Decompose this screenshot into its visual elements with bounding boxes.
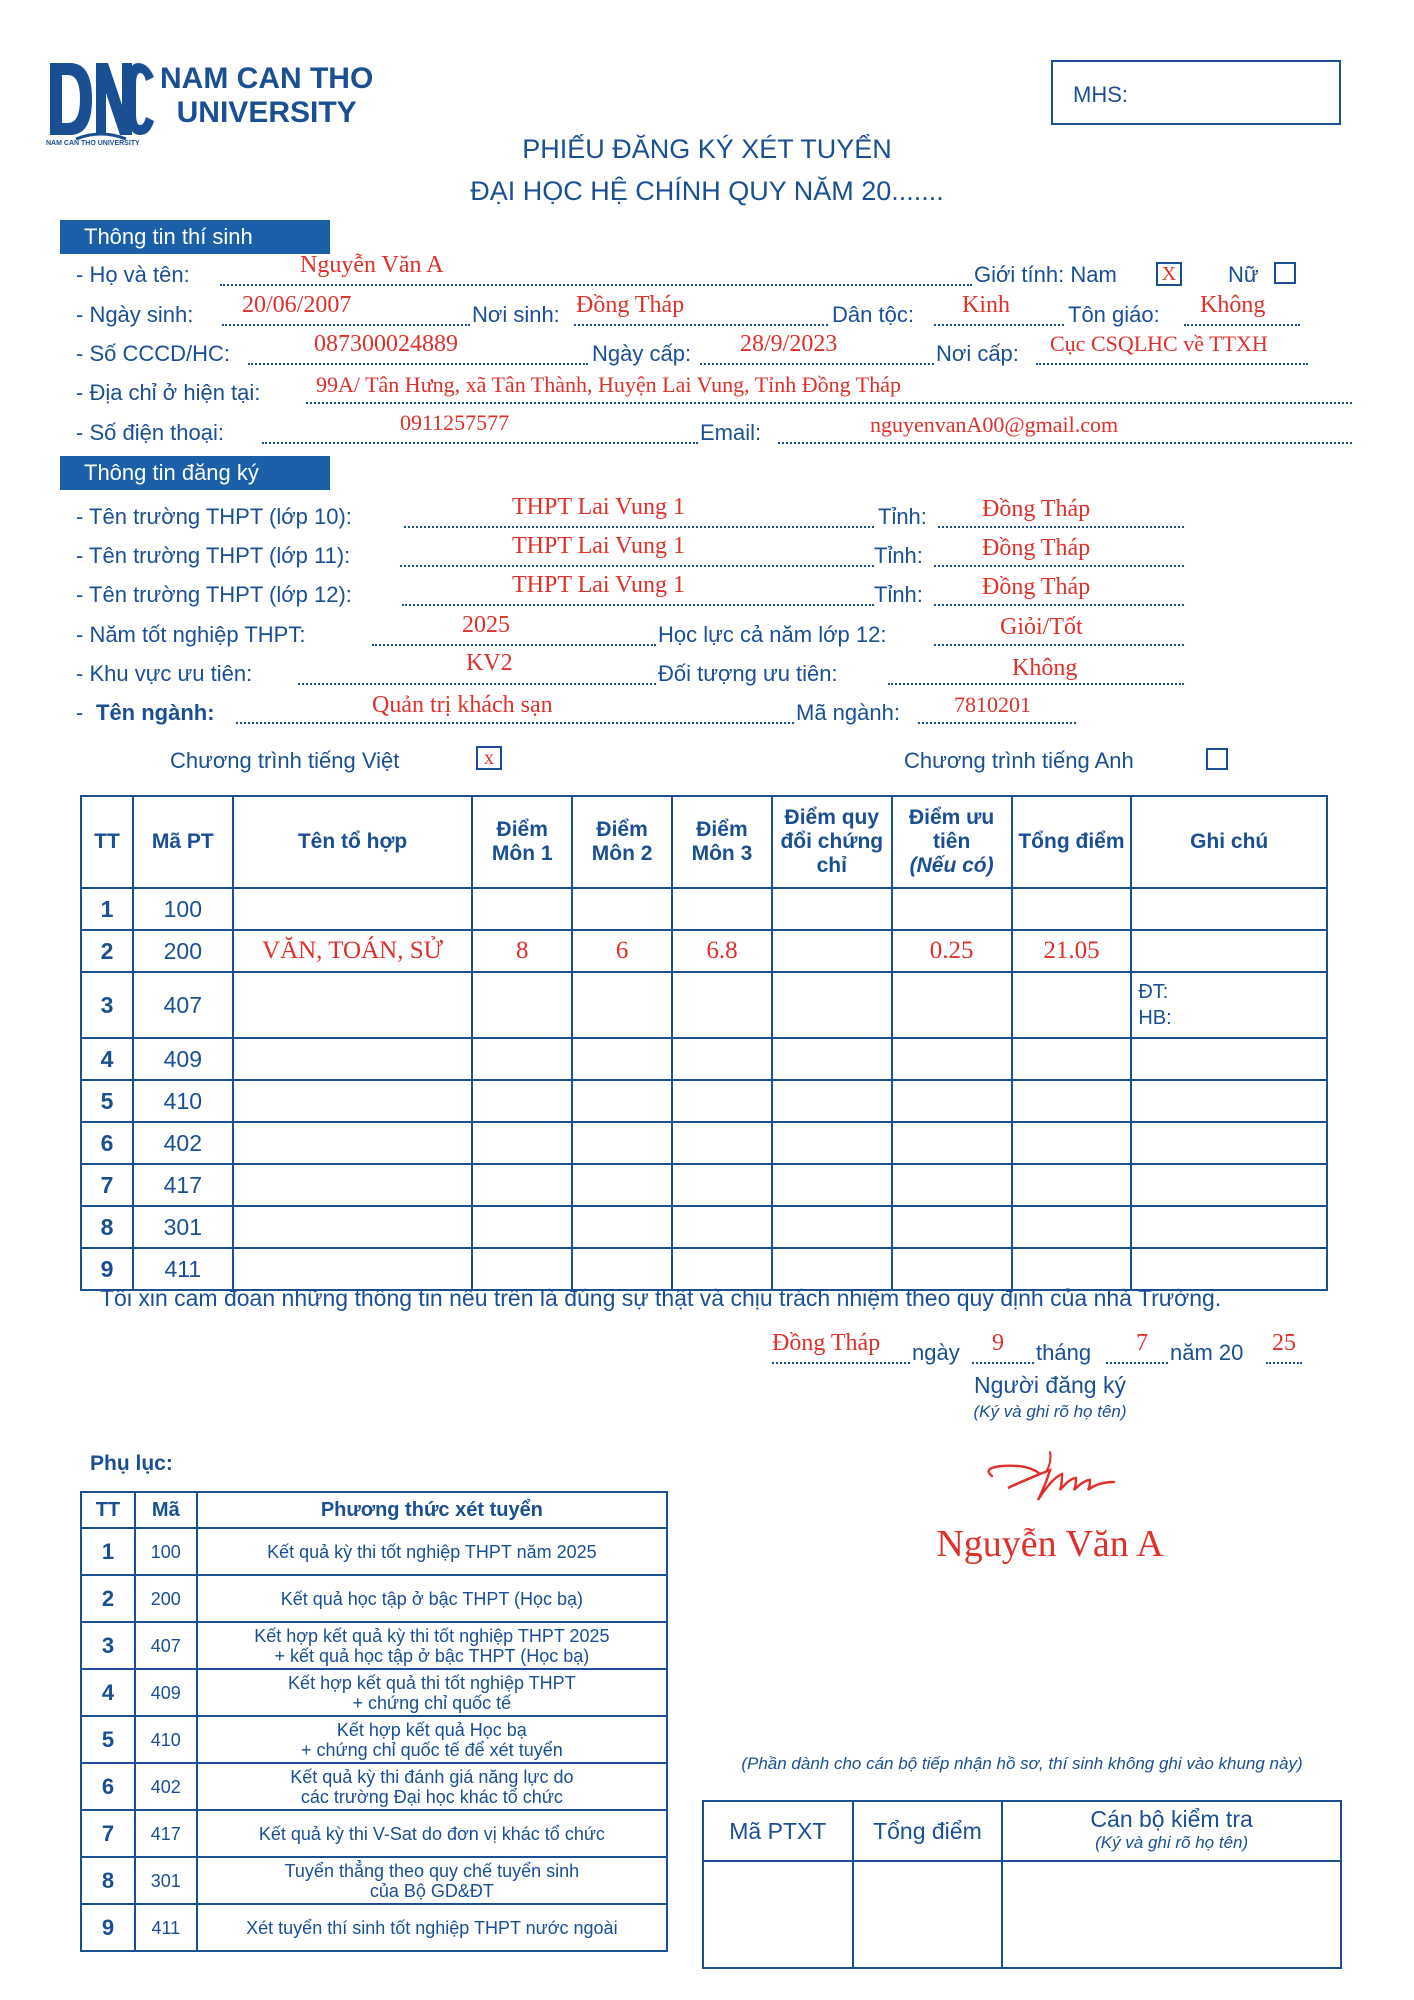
row-code: 407 xyxy=(133,972,233,1038)
row-score2[interactable] xyxy=(572,972,672,1038)
row-combo[interactable] xyxy=(233,1122,473,1164)
appendix-code: 407 xyxy=(135,1622,197,1669)
appendix-code: 410 xyxy=(135,1716,197,1763)
month-label: tháng xyxy=(1036,1340,1092,1365)
row-code: 410 xyxy=(133,1080,233,1122)
day-dotline xyxy=(972,1362,1034,1364)
row-score1[interactable] xyxy=(472,888,572,930)
row-score1[interactable] xyxy=(472,1206,572,1248)
header-note: Ghi chú xyxy=(1131,796,1327,888)
appendix-row xyxy=(81,1904,667,1951)
signer-hint: (Ký và ghi rõ họ tên) xyxy=(973,1402,1127,1421)
religion-dotline xyxy=(1184,324,1300,326)
dob-label: - Ngày sinh: xyxy=(76,302,194,327)
form-title: PHIẾU ĐĂNG KÝ XÉT TUYỂN xyxy=(522,134,892,164)
sign-place[interactable]: Đồng Tháp xyxy=(772,1330,881,1356)
appendix-row xyxy=(81,1528,667,1575)
year-dotline xyxy=(1266,1362,1302,1364)
ethnicity-label: Dân tộc: xyxy=(832,302,914,327)
row-tt: 1 xyxy=(81,888,133,930)
officer-cell-checker xyxy=(1002,1861,1341,1968)
school11-label: - Tên trường THPT (lớp 11): xyxy=(76,543,351,568)
officer-table xyxy=(702,1800,1342,1969)
appendix-method-line1: Kết hợp kết quả thi tốt nghiệp THPT xyxy=(288,1672,576,1693)
name-label: - Họ và tên: xyxy=(76,262,190,287)
officer-col-code: Mã PTXT xyxy=(703,1801,853,1861)
en-program-checkbox[interactable] xyxy=(1206,748,1228,770)
appendix-tt: 2 xyxy=(81,1575,135,1622)
grad-year-label: - Năm tốt nghiệp THPT: xyxy=(76,622,306,647)
officer-cell-code xyxy=(703,1861,853,1968)
gender-label: Giới tính: Nam xyxy=(974,262,1117,287)
address-dotline xyxy=(306,402,1352,404)
appendix-table xyxy=(80,1491,668,1952)
header-combo: Tên tổ hợp xyxy=(233,796,473,888)
officer-col-checker: Cán bộ kiểm tra (Ký và ghi rõ họ tên) xyxy=(1002,1801,1341,1861)
religion-value[interactable]: Không xyxy=(1200,292,1266,318)
appendix-row xyxy=(81,1810,667,1857)
row-score2[interactable]: 6 xyxy=(572,930,672,972)
row-converted[interactable] xyxy=(772,930,892,972)
score-table xyxy=(80,795,1328,1291)
appendix-tt: 6 xyxy=(81,1763,135,1810)
major-value[interactable]: Quản trị khách sạn xyxy=(372,692,553,718)
row-combo[interactable] xyxy=(233,1080,473,1122)
signer-label: Người đăng ký xyxy=(974,1372,1126,1398)
area-dotline xyxy=(298,683,656,685)
header-s3: Điểm Môn 3 xyxy=(672,796,772,888)
row-combo[interactable] xyxy=(233,1164,473,1206)
row-score2[interactable] xyxy=(572,1164,672,1206)
academic-label: Học lực cả năm lớp 12: xyxy=(658,622,887,647)
row-code: 200 xyxy=(133,930,233,972)
row-total[interactable]: 21.05 xyxy=(1012,930,1132,972)
month-dotline xyxy=(1106,1362,1168,1364)
appendix-code: 200 xyxy=(135,1575,197,1622)
row-total[interactable] xyxy=(1012,888,1132,930)
row-converted[interactable] xyxy=(772,1038,892,1080)
appendix-method xyxy=(197,1810,667,1857)
signature-scribble xyxy=(980,1448,1120,1508)
row-tt: 5 xyxy=(81,1080,133,1122)
appendix-method-line1: Kết quả kỳ thi tốt nghiệp THPT năm 2025 xyxy=(267,1541,597,1562)
appendix-header-method: Phương thức xét tuyển xyxy=(197,1492,667,1528)
row-score2[interactable] xyxy=(572,888,672,930)
appendix-header xyxy=(81,1492,667,1528)
birthplace-label: Nơi sinh: xyxy=(472,302,560,327)
score-row xyxy=(81,1038,1327,1080)
province12-label: Tỉnh: xyxy=(874,582,923,607)
appendix-code: 409 xyxy=(135,1669,197,1716)
row-total[interactable] xyxy=(1012,1164,1132,1206)
row-combo[interactable] xyxy=(233,1038,473,1080)
en-program-label: Chương trình tiếng Anh xyxy=(904,748,1134,773)
appendix-method-line1: Xét tuyển thí sinh tốt nghiệp THPT nước ngoài xyxy=(246,1917,618,1938)
gender-male-checkbox[interactable]: X xyxy=(1156,262,1182,286)
priority-label: Đối tượng ưu tiên: xyxy=(658,661,838,686)
section-candidate-info: Thông tin thí sinh xyxy=(60,220,330,254)
appendix-method-line1: Kết quả kỳ thi đánh giá năng lực do xyxy=(290,1766,574,1787)
university-logo xyxy=(46,55,156,145)
score-row xyxy=(81,888,1327,930)
province12-value[interactable]: Đồng Tháp xyxy=(982,574,1091,600)
row-priority[interactable] xyxy=(892,888,1012,930)
row-note[interactable] xyxy=(1131,930,1327,972)
address-label: - Địa chỉ ở hiện tại: xyxy=(76,380,261,405)
university-name: NAM CAN THO UNIVERSITY xyxy=(160,62,374,129)
row-note[interactable] xyxy=(1131,1206,1327,1248)
issue-date-value[interactable]: 28/9/2023 xyxy=(740,331,838,357)
appendix-method-line2: các trường Đại học khác tổ chức xyxy=(300,1786,563,1807)
gender-female-label: Nữ xyxy=(1228,262,1259,287)
row-combo[interactable] xyxy=(233,972,473,1038)
row-priority[interactable] xyxy=(892,1038,1012,1080)
appendix-header-code: Mã xyxy=(135,1492,197,1528)
appendix-tt: 8 xyxy=(81,1857,135,1904)
province10-value[interactable]: Đồng Tháp xyxy=(982,496,1091,522)
score-table-header xyxy=(81,796,1327,888)
row-combo[interactable]: VĂN, TOÁN, SỬ xyxy=(233,930,473,972)
issue-place-dotline xyxy=(1036,363,1308,365)
row-score1[interactable] xyxy=(472,1164,572,1206)
year-label: năm 20 xyxy=(1170,1340,1244,1365)
ethnicity-value[interactable]: Kinh xyxy=(962,292,1010,318)
row-tt: 2 xyxy=(81,930,133,972)
appendix-method-line1: Kết quả kỳ thi V-Sat do đơn vị khác tổ chức xyxy=(258,1823,605,1844)
province11-label: Tỉnh: xyxy=(874,543,923,568)
appendix-method-line2: + chứng chỉ quốc tế xyxy=(352,1692,512,1713)
id-label: - Số CCCD/HC: xyxy=(76,341,231,366)
appendix-header-tt: TT xyxy=(81,1492,135,1528)
header-code: Mã PT xyxy=(133,796,233,888)
email-dotline xyxy=(778,442,1352,444)
row-score1[interactable] xyxy=(472,1038,572,1080)
row-score3[interactable] xyxy=(672,1038,772,1080)
row-tt: 6 xyxy=(81,1122,133,1164)
dob-dotline xyxy=(222,324,470,326)
vn-program-label: Chương trình tiếng Việt xyxy=(170,748,400,773)
row-score2[interactable] xyxy=(572,1038,672,1080)
appendix-method-line2: + chứng chỉ quốc tế để xét tuyển xyxy=(301,1739,563,1760)
row-note-hb: HB: xyxy=(1138,1007,1172,1029)
phone-dotline xyxy=(262,442,698,444)
appendix-row xyxy=(81,1857,667,1904)
header-tt: TT xyxy=(81,796,133,888)
appendix-method xyxy=(197,1763,667,1810)
row-score3[interactable] xyxy=(672,888,772,930)
row-total[interactable] xyxy=(1012,972,1132,1038)
row-note[interactable] xyxy=(1131,972,1327,1038)
appendix-tt: 3 xyxy=(81,1622,135,1669)
appendix-method xyxy=(197,1669,667,1716)
logo-caption: NAM CAN THO UNIVERSITY xyxy=(46,140,140,147)
appendix-method-line2: + kết quả học tập ở bậc THPT (Học bạ) xyxy=(274,1645,590,1666)
row-note[interactable] xyxy=(1131,888,1327,930)
birthplace-value[interactable]: Đồng Tháp xyxy=(576,292,685,318)
appendix-code: 100 xyxy=(135,1528,197,1575)
grad-year-value[interactable]: 2025 xyxy=(462,612,510,638)
email-label: Email: xyxy=(700,420,762,445)
appendix-code: 417 xyxy=(135,1810,197,1857)
name-value[interactable]: Nguyễn Văn A xyxy=(300,252,444,278)
appendix-tt: 4 xyxy=(81,1669,135,1716)
row-score3[interactable] xyxy=(672,1206,772,1248)
province10-dotline xyxy=(938,526,1184,528)
appendix-row xyxy=(81,1669,667,1716)
signer-name[interactable]: Nguyễn Văn A xyxy=(936,1523,1164,1565)
appendix-code: 402 xyxy=(135,1763,197,1810)
appendix-method-line1: Kết hợp kết quả Học bạ xyxy=(336,1719,527,1740)
birthplace-dotline xyxy=(574,324,828,326)
row-total[interactable] xyxy=(1012,1122,1132,1164)
school11-dotline xyxy=(400,565,874,567)
score-row xyxy=(81,972,1327,1038)
appendix-method xyxy=(197,1716,667,1763)
major-code-value[interactable]: 7810201 xyxy=(954,692,1031,717)
row-priority[interactable] xyxy=(892,1080,1012,1122)
row-score3[interactable]: 6.8 xyxy=(672,930,772,972)
row-score3[interactable] xyxy=(672,1164,772,1206)
header-s1: Điểm Môn 1 xyxy=(472,796,572,888)
sign-month[interactable]: 7 xyxy=(1136,1330,1148,1356)
row-total[interactable] xyxy=(1012,1206,1132,1248)
academic-dotline xyxy=(934,644,1184,646)
row-priority[interactable]: 0.25 xyxy=(892,930,1012,972)
school10-dotline xyxy=(404,526,874,528)
mhs-label: MHS: xyxy=(1073,82,1128,107)
row-score3[interactable] xyxy=(672,972,772,1038)
address-value[interactable]: 99A/ Tân Hưng, xã Tân Thành, Huyện Lai Vung, Tỉnh Đồng Tháp xyxy=(316,372,901,397)
appendix-method xyxy=(197,1528,667,1575)
school10-value[interactable]: THPT Lai Vung 1 xyxy=(512,494,686,520)
dob-value[interactable]: 20/06/2007 xyxy=(242,292,352,318)
row-score2[interactable] xyxy=(572,1206,672,1248)
row-note[interactable] xyxy=(1131,1164,1327,1206)
issue-date-dotline xyxy=(700,363,934,365)
place-dotline xyxy=(772,1362,910,1364)
appendix-method-line1: Kết hợp kết quả kỳ thi tốt nghiệp THPT 2025 xyxy=(254,1625,610,1646)
appendix-tt: 5 xyxy=(81,1716,135,1763)
issue-date-label: Ngày cấp: xyxy=(592,341,692,366)
row-priority[interactable] xyxy=(892,972,1012,1038)
appendix-method xyxy=(197,1857,667,1904)
grad-year-dotline xyxy=(372,644,656,646)
officer-col-total: Tổng điểm xyxy=(853,1801,1003,1861)
mhs-box xyxy=(1051,60,1341,125)
row-code: 409 xyxy=(133,1038,233,1080)
priority-dotline xyxy=(888,683,1184,685)
phone-value[interactable]: 0911257577 xyxy=(400,410,510,435)
row-score2[interactable] xyxy=(572,1080,672,1122)
appendix-method xyxy=(197,1904,667,1951)
row-combo[interactable] xyxy=(233,1206,473,1248)
row-score1[interactable] xyxy=(472,1080,572,1122)
major-code-label: Mã ngành: xyxy=(796,700,900,725)
appendix-tt: 7 xyxy=(81,1810,135,1857)
row-score1[interactable]: 8 xyxy=(472,930,572,972)
officer-cell-total xyxy=(853,1861,1003,1968)
province11-dotline xyxy=(934,565,1184,567)
appendix-code: 301 xyxy=(135,1857,197,1904)
officer-header xyxy=(703,1801,1341,1861)
row-score3[interactable] xyxy=(672,1080,772,1122)
name-dotline xyxy=(220,284,972,286)
ethnicity-dotline xyxy=(934,324,1064,326)
row-score3[interactable] xyxy=(672,1122,772,1164)
score-row xyxy=(81,930,1327,972)
row-combo[interactable] xyxy=(233,888,473,930)
row-note[interactable] xyxy=(1131,1080,1327,1122)
row-priority[interactable] xyxy=(892,1164,1012,1206)
row-tt: 8 xyxy=(81,1206,133,1248)
declaration-text: Tôi xin cam đoan những thông tin nêu trên là đúng sự thật và chịu trách nhiệm theo quy định của nhà Trường. xyxy=(100,1285,1222,1311)
vn-program-checkbox[interactable]: x xyxy=(476,746,502,770)
row-code: 301 xyxy=(133,1206,233,1248)
row-converted[interactable] xyxy=(772,972,892,1038)
row-total[interactable] xyxy=(1012,1038,1132,1080)
appendix-method-line1: Tuyển thẳng theo quy chế tuyển sinh xyxy=(284,1860,580,1881)
sign-day[interactable]: 9 xyxy=(992,1330,1004,1356)
major-code-dotline xyxy=(918,722,1076,724)
row-code: 417 xyxy=(133,1164,233,1206)
major-dotline xyxy=(236,722,794,724)
academic-value[interactable]: Giỏi/Tốt xyxy=(1000,614,1083,640)
row-converted[interactable] xyxy=(772,1164,892,1206)
id-dotline xyxy=(248,363,588,365)
officer-note: (Phần dành cho cán bộ tiếp nhận hồ sơ, thí sinh không ghi vào khung này) xyxy=(741,1754,1303,1773)
row-converted[interactable] xyxy=(772,1080,892,1122)
header-prio: Điểm ưu tiên (Nếu có) xyxy=(892,796,1012,888)
id-value[interactable]: 087300024889 xyxy=(314,331,458,357)
form-subtitle: ĐẠI HỌC HỆ CHÍNH QUY NĂM 20....... xyxy=(470,176,944,206)
row-tt: 9 xyxy=(81,1248,133,1290)
row-converted[interactable] xyxy=(772,1206,892,1248)
appendix-row xyxy=(81,1763,667,1810)
appendix-method xyxy=(197,1622,667,1669)
row-score2[interactable] xyxy=(572,1122,672,1164)
row-converted[interactable] xyxy=(772,888,892,930)
province12-dotline xyxy=(934,604,1184,606)
appendix-tt: 1 xyxy=(81,1528,135,1575)
row-total[interactable] xyxy=(1012,1080,1132,1122)
row-tt: 3 xyxy=(81,972,133,1038)
appendix-row xyxy=(81,1575,667,1622)
row-note[interactable] xyxy=(1131,1122,1327,1164)
appendix-tt: 9 xyxy=(81,1904,135,1951)
appendix-method-line1: Kết quả học tập ở bậc THPT (Học bạ) xyxy=(280,1588,584,1609)
score-row xyxy=(81,1080,1327,1122)
day-label: ngày xyxy=(912,1340,960,1365)
header-total: Tổng điểm xyxy=(1012,796,1132,888)
score-row xyxy=(81,1122,1327,1164)
appendix-row xyxy=(81,1622,667,1669)
area-value[interactable]: KV2 xyxy=(466,650,513,676)
appendix-title: Phụ lục: xyxy=(90,1452,173,1475)
area-label: - Khu vực ưu tiên: xyxy=(76,661,253,686)
appendix-method xyxy=(197,1575,667,1622)
row-note-dt: ĐT: xyxy=(1138,981,1169,1003)
religion-label: Tôn giáo: xyxy=(1068,302,1160,327)
appendix-code: 411 xyxy=(135,1904,197,1951)
gender-female-checkbox[interactable] xyxy=(1274,262,1296,284)
email-value[interactable]: nguyenvanA00@gmail.com xyxy=(870,412,1119,437)
school12-label: - Tên trường THPT (lớp 12): xyxy=(76,582,352,607)
row-priority[interactable] xyxy=(892,1122,1012,1164)
school11-value[interactable]: THPT Lai Vung 1 xyxy=(512,533,686,559)
officer-row xyxy=(703,1861,1341,1968)
sign-year[interactable]: 25 xyxy=(1272,1330,1296,1356)
major-label-dash: - xyxy=(76,700,84,725)
header-s2: Điểm Môn 2 xyxy=(572,796,672,888)
appendix-row xyxy=(81,1716,667,1763)
appendix-method-line2: của Bộ GD&ĐT xyxy=(369,1880,494,1901)
row-score1[interactable] xyxy=(472,972,572,1038)
row-code: 402 xyxy=(133,1122,233,1164)
school12-value[interactable]: THPT Lai Vung 1 xyxy=(512,572,686,598)
row-converted[interactable] xyxy=(772,1122,892,1164)
row-code: 411 xyxy=(133,1248,233,1290)
header-conv: Điểm quy đổi chứng chỉ xyxy=(772,796,892,888)
major-label: Tên ngành: xyxy=(96,700,215,725)
issue-place-label: Nơi cấp: xyxy=(936,341,1019,366)
score-row xyxy=(81,1206,1327,1248)
section-registration-info: Thông tin đăng ký xyxy=(60,456,330,490)
row-tt: 7 xyxy=(81,1164,133,1206)
province11-value[interactable]: Đồng Tháp xyxy=(982,535,1091,561)
row-priority[interactable] xyxy=(892,1206,1012,1248)
province10-label: Tỉnh: xyxy=(878,504,927,529)
priority-value[interactable]: Không xyxy=(1012,655,1078,681)
row-score1[interactable] xyxy=(472,1122,572,1164)
school10-label: - Tên trường THPT (lớp 10): xyxy=(76,504,352,529)
issue-place-value[interactable]: Cục CSQLHC về TTXH xyxy=(1050,331,1268,356)
row-note[interactable] xyxy=(1131,1038,1327,1080)
phone-label: - Số điện thoại: xyxy=(76,420,224,445)
row-tt: 4 xyxy=(81,1038,133,1080)
row-code: 100 xyxy=(133,888,233,930)
score-row xyxy=(81,1164,1327,1206)
school12-dotline xyxy=(402,604,874,606)
